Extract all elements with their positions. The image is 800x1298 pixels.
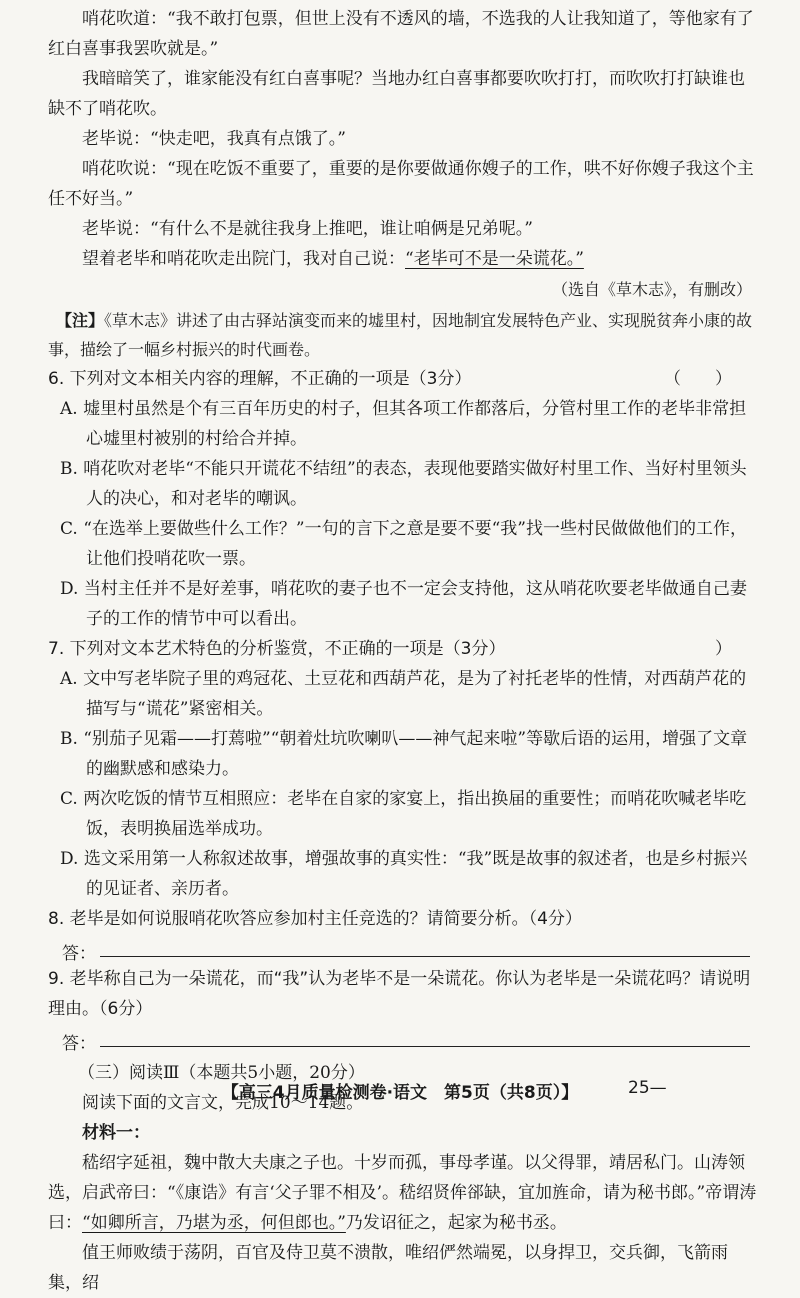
- question-7-option-b: B. “别茄子见霜——打蔫啦”“朝着灶坑吹喇叭——神气起来啦”等歇后语的运用，增强了文章的幽默感和感染力。: [60, 729, 748, 779]
- question-7-text: 7. 下列对文本艺术特色的分析鉴赏，不正确的一项是（3分）: [48, 639, 506, 659]
- section-title: （三）阅读Ⅲ（本题共5小题，20分）: [78, 1063, 365, 1083]
- question-8-answer-line[interactable]: [62, 934, 760, 964]
- answer-bracket: ）: [715, 639, 732, 659]
- answer-underline: [100, 1045, 750, 1047]
- classical-text-paragraph: 值王师败绩于荡阴，百官及侍卫莫不溃散，唯绍俨然端冕，以身捍卫，交兵御，飞箭雨集，绍: [48, 1243, 728, 1293]
- passage-paragraph: 我暗暗笑了，谁家能没有红白喜事呢？当地办红白喜事都要吹吹打打，而吹吹打打缺谁也缺不了哨花吹。: [48, 69, 745, 119]
- question-7-stem: [48, 634, 760, 664]
- underlined-quote: “老毕可不是一朵谎花。”: [405, 249, 584, 269]
- question-9-stem: 9. 老毕称自己为一朵谎花，而“我”认为老毕不是一朵谎花。你认为老毕是一朵谎花吗？请说明理由。（6分）: [48, 969, 751, 1019]
- underlined-sentence: “如卿所言，乃堪为丞，何但郎也。”: [82, 1213, 346, 1233]
- answer-label: 答：: [62, 1034, 96, 1054]
- note: [48, 306, 760, 364]
- passage-paragraph: 哨花吹道：“我不敢打包票，但世上没有不透风的墙，不选我的人让我知道了，等他家有了红白喜事我罢吹就是。”: [48, 9, 754, 59]
- answer-label: 答：: [62, 944, 96, 964]
- question-7-option-c: C. 两次吃饭的情节互相照应：老毕在自家的家宴上，指出换届的重要性；而哨花吹喊老毕吃饭，表明换届选举成功。: [60, 789, 747, 839]
- answer-bracket: （ ）: [664, 369, 732, 389]
- question-8-stem: 8. 老毕是如何说服哨花吹答应参加村主任竞选的？请简要分析。（4分）: [48, 909, 582, 929]
- source-citation: （选自《草木志》，有删改）: [551, 280, 752, 299]
- question-6-text: 6. 下列对文本相关内容的理解，不正确的一项是（3分）: [48, 369, 472, 389]
- passage-last-text: 望着老毕和哨花吹走出院门，我对自己说：: [82, 249, 405, 269]
- classical-text: 乃发诏征之，起家为秘书丞。: [345, 1213, 567, 1233]
- page-footer: [0, 1078, 800, 1103]
- answer-underline: [100, 955, 750, 957]
- classical-text: 嵇绍字延祖，魏中散大夫康之子也。十岁而孤，事母孝谨。以父得罪，靖居私门。山涛领选，启武帝曰：“《康诰》有言‘父子罪不相及’。嵇绍贤侔郤缺，宜加旌命，请为秘书郎。”帝谓涛曰：: [48, 1153, 757, 1233]
- note-text: 《草木志》讲述了由古驿站演变而来的墟里村，因地制宜发展特色产业、实现脱贫奔小康的故事，描绘了一幅乡村振兴的时代画卷。: [48, 311, 753, 359]
- note-label: 【注】: [56, 311, 105, 330]
- passage-paragraph: 哨花吹说：“现在吃饭不重要了，重要的是你要做通你嫂子的工作，哄不好你嫂子我这个主任不好当。”: [48, 159, 754, 209]
- passage-paragraph: 老毕说：“快走吧，我真有点饿了。”: [82, 129, 346, 149]
- passage-paragraph: 老毕说：“有什么不是就往我身上推吧，谁让咱俩是兄弟呢。”: [82, 219, 533, 239]
- question-6-option-a: A. 墟里村虽然是个有三百年历史的村子，但其各项工作都落后，分管村里工作的老毕非常担心墟里村被别的村给合并掉。: [60, 399, 747, 449]
- footer-text: 【高三4月质量检测卷·语文 第5页（共8页）】: [221, 1083, 579, 1103]
- section-instruction: 阅读下面的文言文，完成10～14题。: [82, 1093, 364, 1113]
- question-6-stem: [48, 364, 760, 394]
- material-label: 材料一：: [82, 1123, 150, 1143]
- question-6-option-d: D. 当村主任并不是好差事，哨花吹的妻子也不一定会支持他，这从哨花吹要老毕做通自己妻子的工作的情节中可以看出。: [60, 579, 747, 629]
- footer-code: 25—: [628, 1078, 667, 1098]
- question-7-option-d: D. 选文采用第一人称叙述故事，增强故事的真实性：“我”既是故事的叙述者，也是乡村振兴的见证者、亲历者。: [60, 849, 748, 899]
- question-6-option-c: C. “在选举上要做些什么工作？”一句的言下之意是要不要“我”找一些村民做做他们的工作，让他们投哨花吹一票。: [60, 519, 747, 569]
- question-6-option-b: B. 哨花吹对老毕“不能只开谎花不结纽”的表态，表现他要踏实做好村里工作、当好村里领头人的决心，和对老毕的嘲讽。: [60, 459, 747, 509]
- passage-last-paragraph: [48, 244, 760, 274]
- question-9-answer-line[interactable]: [62, 1024, 760, 1054]
- question-7-option-a: A. 文中写老毕院子里的鸡冠花、土豆花和西葫芦花，是为了衬托老毕的性情，对西葫芦花的描写与“谎花”紧密相关。: [60, 669, 747, 719]
- classical-text-paragraph: [48, 1148, 760, 1238]
